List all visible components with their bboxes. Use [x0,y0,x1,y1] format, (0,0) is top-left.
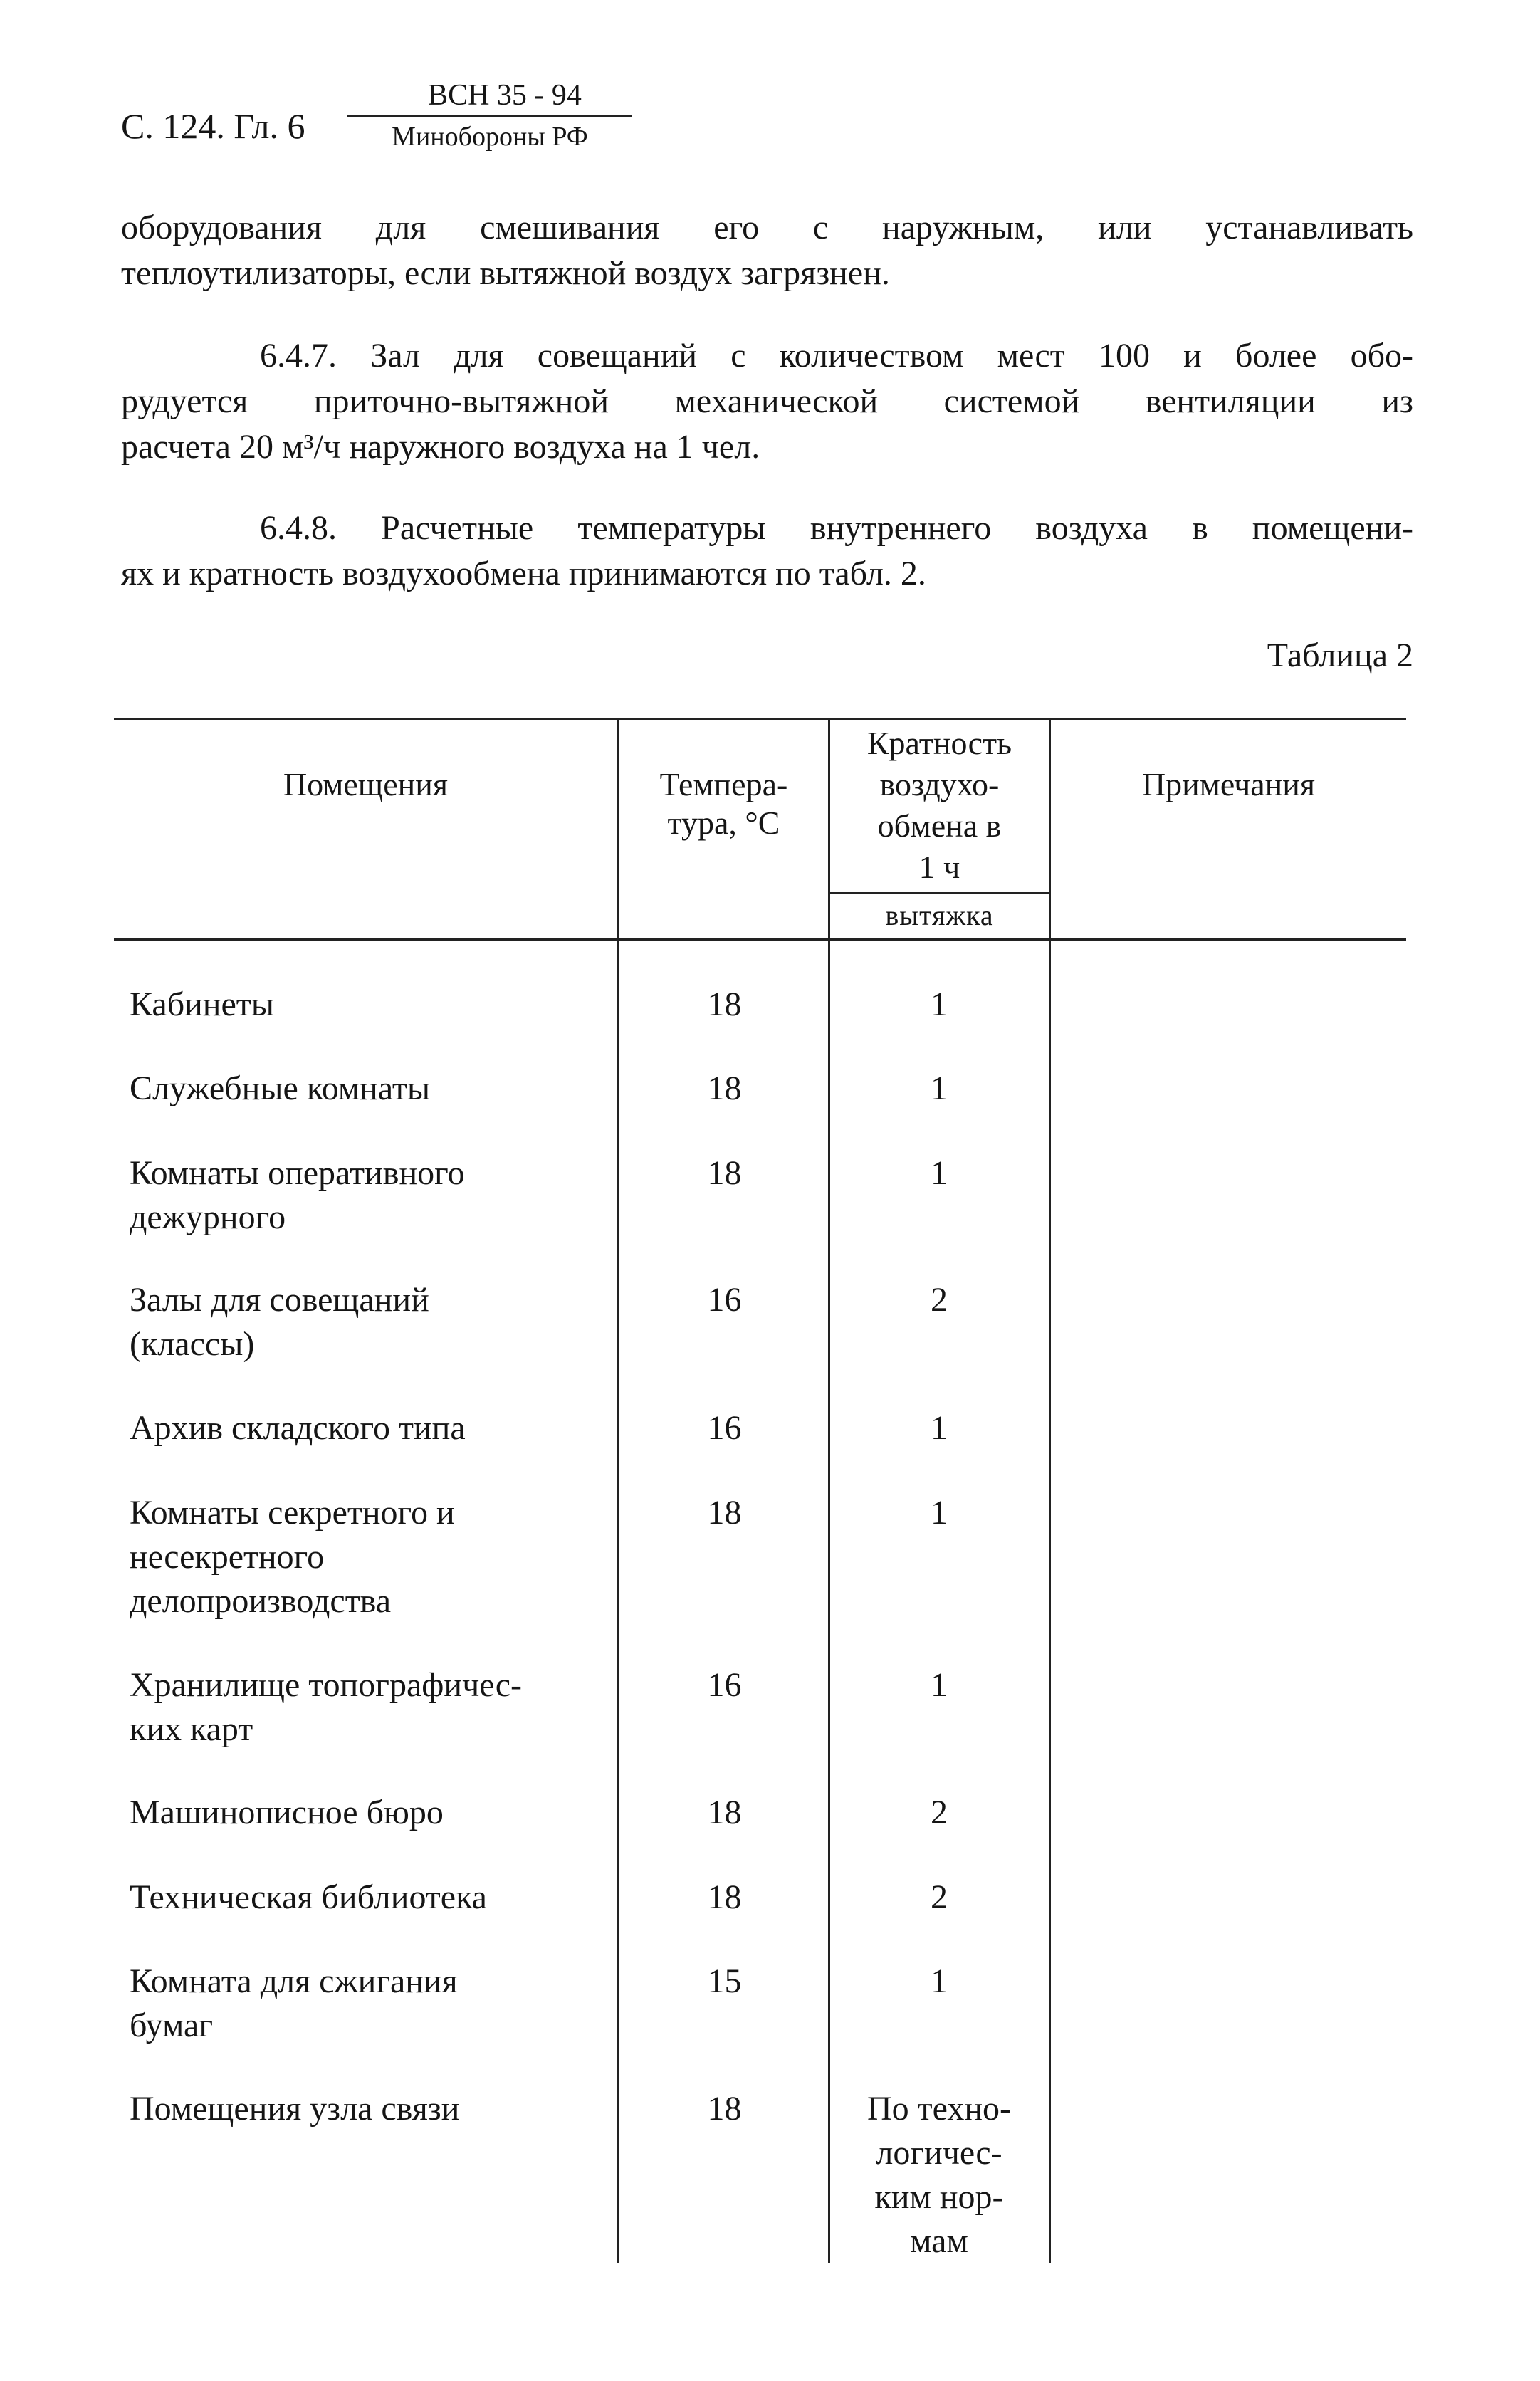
room-name-cell [130,1067,621,1111]
air-exchange-cell [829,1663,1049,1707]
room-name-line: Комнаты оперативного [130,1154,465,1192]
air-exchange-cell [829,1959,1049,2004]
air-exchange-line: логичес- [876,2134,1002,2172]
header-air-exchange-line: воздухо- [879,766,1000,802]
air-exchange-cell [829,1791,1049,1835]
room-name-cell [130,1959,621,2048]
header-temperature-line: тура, °С [667,805,780,841]
room-name-line: Техническая библиотека [130,1878,487,1916]
paragraph-6-4-7 [121,333,1413,470]
air-exchange-cell [829,983,1049,1027]
air-exchange-line: 1 [931,1154,948,1192]
table-header-rule [114,938,1406,941]
air-exchange-line: 2 [931,1281,948,1319]
header-air-exchange-line: 1 ч [918,849,960,885]
room-name-cell [130,1491,621,1623]
room-name-line: Архив складского типа [130,1409,466,1447]
header-air-exchange-line: Кратность [866,725,1012,761]
room-name-line: несекретного [130,1538,325,1576]
air-exchange-cell [829,1406,1049,1450]
room-name-line: Комната для сжигания [130,1962,458,2000]
air-exchange-cell [829,2087,1049,2264]
room-name-line: делопроизводства [130,1582,392,1620]
room-name-line: ких карт [130,1710,253,1748]
room-name-line: Помещения узла связи [130,2090,460,2128]
air-exchange-cell [829,1151,1049,1195]
air-exchange-cell [829,1875,1049,1920]
table-top-rule [114,718,1406,720]
column-divider-3 [1049,718,1051,2263]
paragraph-line: ях и кратность воздухообмена принимаются по табл. 2. [121,555,926,592]
room-name-line: дежурного [130,1198,286,1236]
room-name-cell [130,1663,621,1752]
room-name-cell [130,1151,621,1240]
paragraph-6-4-8 [121,506,1413,597]
air-exchange-line: 2 [931,1794,948,1831]
table-caption: Таблица 2 [1267,637,1413,674]
fraction-line [347,115,632,117]
paragraph-line: оборудования для смешивания его с наружным, или устанавливать [121,209,1413,246]
air-exchange-line: 1 [931,1409,948,1447]
room-name-line: (классы) [130,1325,255,1363]
document-code [347,77,632,153]
page-reference: С. 124. Гл. 6 [121,106,305,146]
room-name-line: Кабинеты [130,985,275,1023]
room-name-cell [130,1875,621,1920]
air-exchange-line: 1 [931,1069,948,1107]
room-name-cell [130,2087,621,2131]
document-issuer: Минобороны РФ [392,122,588,152]
room-name-cell [130,1278,621,1366]
air-exchange-cell [829,1067,1049,1111]
room-name-cell [130,983,621,1027]
air-exchange-line: 1 [931,985,948,1023]
header-notes: Примечания [1141,766,1316,802]
air-exchange-line: 1 [931,1666,948,1704]
paragraph-continuation [121,205,1413,296]
air-exchange-line: 1 [931,1962,948,2000]
paragraph-line: 6.4.8. Расчетные температуры внутреннего воздуха в помещени- [260,509,1413,547]
temperature-cell: 18 [707,1878,742,1916]
temperature-cell: 16 [707,1409,742,1447]
paragraph-line: расчета 20 м³/ч наружного воздуха на 1 чел. [121,428,760,466]
paragraph-line: теплоутилизаторы, если вытяжной воздух загрязнен. [121,254,890,292]
room-name-cell [130,1791,621,1835]
room-name-line: Комнаты секретного и [130,1494,455,1532]
temperature-cell: 16 [707,1666,742,1704]
room-name-line: Машинописное бюро [130,1794,444,1831]
paragraph-line: рудуется приточно-вытяжной механической системой вентиляции из [121,382,1413,420]
header-exhaust: вытяжка [885,899,994,931]
air-exchange-line: 1 [931,1494,948,1532]
air-exchange-line: мам [910,2222,968,2260]
temperature-cell: 18 [707,985,742,1023]
header-air-exchange [830,723,1049,888]
column-divider-2 [828,718,830,2263]
temperature-cell: 16 [707,1281,742,1319]
paragraph-line: 6.4.7. Зал для совещаний с количеством мест 100 и более обо- [260,337,1413,375]
room-name-line: бумаг [130,2006,213,2044]
header-air-exchange-line: обмена в [877,807,1002,844]
room-name-cell [130,1406,621,1450]
temperature-cell: 18 [707,1494,742,1532]
air-exchange-line: 2 [931,1878,948,1916]
header-rooms: Помещения [283,766,449,802]
temperature-cell: 18 [707,1069,742,1107]
air-exchange-cell [829,1491,1049,1535]
room-name-line: Залы для совещаний [130,1281,429,1319]
header-temperature [619,765,828,842]
temperature-cell: 18 [707,1154,742,1192]
subheader-rule [828,892,1050,894]
air-exchange-line: По техно- [867,2090,1011,2128]
temperature-cell: 18 [707,2090,742,2128]
header-temperature-line: Темпера- [659,766,788,802]
room-name-line: Хранилище топографичес- [130,1666,522,1704]
temperature-cell: 15 [707,1962,742,2000]
air-exchange-cell [829,1278,1049,1322]
temperature-cell: 18 [707,1794,742,1831]
air-exchange-line: ким нор- [874,2178,1004,2216]
document-code-number: ВСН 35 - 94 [428,79,582,112]
room-name-line: Служебные комнаты [130,1069,431,1107]
